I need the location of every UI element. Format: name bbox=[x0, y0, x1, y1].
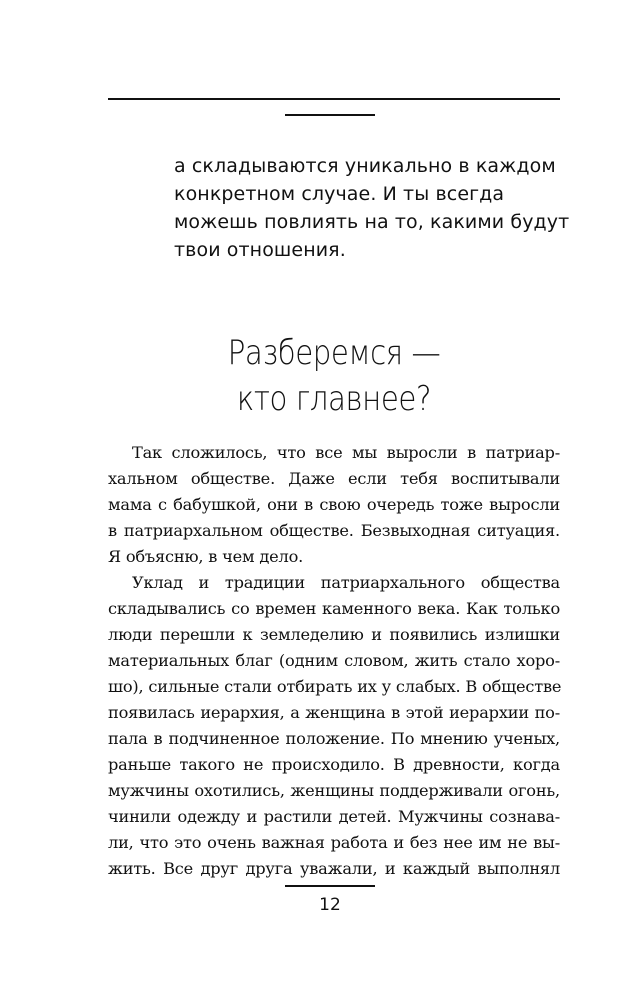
paragraph-2-line: складывались со времен каменного века. Как только bbox=[108, 599, 560, 618]
paragraph-2-line: ли, что это очень важная работа и без нее им не вы- bbox=[108, 833, 560, 852]
paragraph-2-line: чинили одежду и растили детей. Мужчины сознава- bbox=[108, 807, 560, 826]
paragraph-2-line: пала в подчиненное положение. По мнению ученых, bbox=[108, 729, 560, 748]
page-number: 12 bbox=[319, 895, 341, 915]
top-rule-long bbox=[108, 98, 560, 100]
section-heading-line-2: кто главнее? bbox=[236, 379, 432, 419]
paragraph-2-line: шо), сильные стали отбирать их у слабых. В обществе bbox=[108, 677, 562, 696]
paragraph-1-line: хальном обществе. Даже если тебя воспитывали bbox=[108, 469, 560, 488]
paragraph-2-line: люди перешли к земледелию и появились излишки bbox=[108, 625, 560, 644]
callout-line: а складываются уникально в каждом bbox=[174, 155, 556, 177]
paragraph-2-line: жить. Все друг друга уважали, и каждый выполнял bbox=[108, 859, 560, 878]
callout-text bbox=[174, 152, 570, 264]
paragraph-1-line: в патриархальном обществе. Безвыходная ситуация. bbox=[108, 521, 560, 540]
section-heading bbox=[140, 330, 529, 422]
paragraph-1-line: Я объясню, в чем дело. bbox=[108, 547, 304, 566]
top-rule-short bbox=[285, 114, 375, 116]
paragraph-2-line: появилась иерархия, а женщина в этой иерархии по- bbox=[108, 703, 560, 722]
paragraph-2-line: Уклад и традиции патриархального общества bbox=[132, 573, 560, 592]
paragraph-1-line: Так сложилось, что все мы выросли в патриар- bbox=[132, 443, 560, 462]
body-text bbox=[108, 440, 560, 882]
paragraph-2-line: материальных благ (одним словом, жить стало хоро- bbox=[108, 651, 560, 670]
section-heading-line-1: Разберемся — bbox=[227, 333, 441, 373]
callout-line: твои отношения. bbox=[174, 239, 346, 261]
paragraph-1-line: мама с бабушкой, они в свою очередь тоже выросли bbox=[108, 495, 560, 514]
bottom-rule-short bbox=[285, 885, 375, 887]
paragraph-2-line: мужчины охотились, женщины поддерживали огонь, bbox=[108, 781, 560, 800]
paragraph-2-line: раньше такого не происходило. В древности, когда bbox=[108, 755, 560, 774]
callout-line: конкретном случае. И ты всегда bbox=[174, 183, 505, 205]
callout-line: можешь повлиять на то, какими будут bbox=[174, 211, 570, 233]
